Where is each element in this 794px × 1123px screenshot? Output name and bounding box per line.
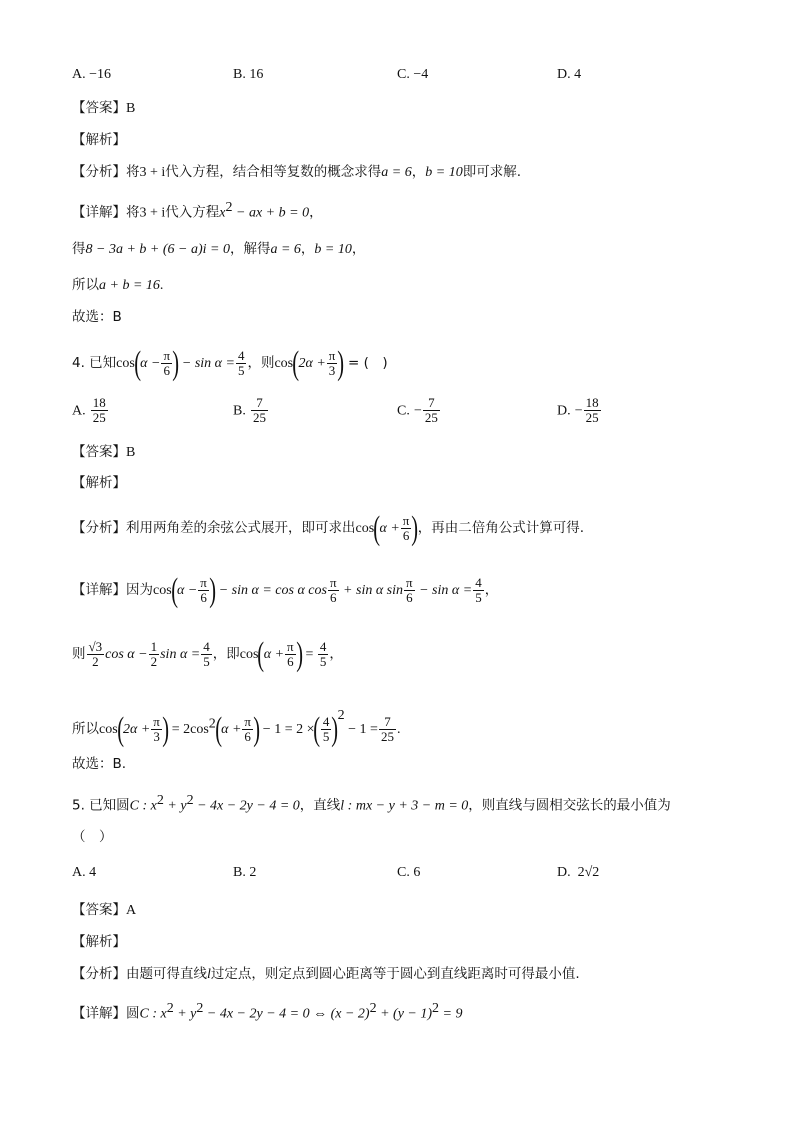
text: 将 (126, 204, 140, 221)
text: 利用两角差的余弦公式展开，即可求出 (126, 520, 356, 536)
denominator: 3 (153, 729, 160, 744)
math: b = 10 (425, 165, 463, 180)
text: 则 (72, 646, 86, 662)
math: x (219, 205, 226, 221)
fraction (87, 640, 105, 670)
text: 因为 (126, 582, 153, 598)
math: 2 (225, 200, 233, 215)
q3-analysis-tag: 【解析】 (72, 132, 126, 148)
denominator: 25 (585, 410, 599, 426)
denominator: 25 (424, 410, 438, 426)
text: = ( ) (343, 355, 388, 371)
right-paren: ) (337, 344, 345, 382)
numerator: 7 (379, 715, 396, 730)
denominator: 6 (163, 363, 170, 378)
math: − sin α = (415, 583, 473, 598)
math: − 4x − 2y − 4 = 0 ⇔ (x − 2) (203, 1006, 370, 1022)
q4-option-a (72, 396, 109, 426)
text: ， (411, 164, 426, 180)
math: = 2cos (168, 722, 209, 737)
fraction (584, 396, 601, 426)
q3-option-d: D. 4 (557, 67, 582, 82)
math: 3 + i (139, 205, 166, 221)
option-label: B. (233, 403, 246, 419)
fraction (149, 640, 160, 670)
numerator: 4 (475, 574, 482, 590)
fraction (201, 640, 212, 670)
numerator: 4 (237, 347, 245, 363)
numerator: 1 (150, 638, 158, 654)
fraction (251, 396, 268, 426)
numerator: π (200, 574, 207, 590)
math: 2α + (123, 722, 151, 737)
math: 2 (208, 716, 216, 732)
numerator: 4 (203, 638, 210, 654)
option-label: C. (397, 403, 410, 419)
q5-stem (72, 792, 671, 815)
denominator: 5 (475, 590, 482, 605)
fraction (285, 640, 296, 670)
denominator: 5 (322, 729, 330, 744)
text: 所以 (72, 277, 99, 293)
text: 将 (126, 164, 140, 180)
math: + y (163, 798, 187, 814)
left-paren: ( (134, 344, 141, 382)
left-paren: ( (313, 710, 321, 748)
math: + y (173, 1006, 197, 1022)
xiangjie-tag: 【详解】 (72, 204, 126, 221)
right-paren: ) (411, 509, 419, 547)
numerator: π (328, 347, 336, 363)
denominator: 6 (244, 729, 251, 744)
q5-paren: （ ） (72, 829, 113, 845)
text: ，直线 (299, 797, 341, 814)
fraction (379, 715, 396, 745)
answer-value: B (126, 101, 136, 116)
text: ， (309, 204, 323, 221)
fraction (161, 349, 172, 379)
math: 3 + i (139, 165, 166, 180)
right-paren: ) (253, 710, 261, 748)
right-paren: ) (295, 635, 303, 673)
denominator: 6 (200, 590, 207, 605)
q3-fenxi (72, 163, 521, 182)
fraction (423, 396, 440, 426)
q4-fenxi (72, 508, 584, 549)
math: cos (116, 356, 135, 371)
math: − 4x − 2y − 4 = 0 (193, 798, 300, 814)
text: . (159, 278, 164, 293)
q5-option-b: B. 2 (233, 865, 257, 880)
answer-value: B (126, 445, 136, 460)
q5-analysis-tag: 【解析】 (72, 934, 126, 950)
math: a + b = 16 (99, 278, 160, 293)
denominator: 6 (406, 590, 413, 605)
q5-fenxi (72, 965, 580, 984)
q5-answer (72, 901, 136, 920)
q3-option-a: A. −16 (72, 67, 112, 82)
text: 由题可得直线 (126, 966, 207, 982)
text: ， (484, 582, 499, 598)
denominator: 2 (150, 654, 158, 669)
left-paren: ( (257, 635, 265, 673)
math: 2 (432, 1001, 440, 1016)
q3-answer (72, 99, 135, 118)
q3-choose: 故选：B (72, 309, 122, 325)
math: − 1 = (344, 722, 378, 737)
text: ，则直线与圆相交弦长的最小值为 (468, 797, 671, 814)
text: 得 (72, 241, 86, 257)
q4-answer (72, 443, 135, 462)
left-paren: ( (292, 344, 300, 382)
math: + sin α sin (339, 583, 404, 598)
option-label: A. (72, 403, 86, 419)
math: 2 (166, 1001, 174, 1016)
math: α − (177, 583, 198, 598)
xiangjie-tag: 【详解】 (72, 1005, 126, 1022)
numerator: π (329, 574, 337, 590)
answer-tag: 【答案】 (72, 902, 126, 918)
q4-option-b (233, 396, 269, 426)
q5-xiangjie (72, 1000, 462, 1023)
math: 8 − 3a + b + (6 − a)i = 0 (85, 242, 230, 257)
sign: − (413, 403, 422, 419)
denominator: 25 (252, 410, 266, 426)
numerator: π (153, 713, 160, 729)
fraction (151, 715, 162, 745)
text: 代入方程 (165, 204, 220, 221)
text: ， (329, 646, 343, 662)
math: α + (221, 722, 242, 737)
option-label: D. (557, 403, 571, 419)
math: a = 6 (381, 165, 412, 180)
math: sin α = (160, 647, 201, 662)
option-value: 2√2 (577, 865, 600, 880)
math: 2 (369, 1001, 377, 1016)
text: 所以 (72, 721, 99, 737)
math: l : mx − y + 3 − m = 0 (340, 798, 469, 814)
numerator: 7 (423, 396, 440, 411)
math: cos (274, 356, 294, 371)
math: cos (99, 722, 118, 737)
text: 即可求解. (462, 164, 521, 180)
fraction (404, 576, 415, 606)
answer-value: A (126, 903, 137, 918)
denominator: 2 (92, 654, 99, 669)
numerator: π (406, 574, 413, 590)
right-paren: ) (209, 571, 216, 609)
q3-line3 (72, 276, 163, 295)
numerator: π (163, 347, 171, 363)
math: − sin α = cos α cos (215, 583, 327, 598)
q4-stem (72, 343, 388, 384)
answer-tag: 【答案】 (72, 100, 126, 116)
fraction (242, 715, 253, 745)
fenxi-tag: 【分析】 (72, 966, 126, 982)
right-paren: ) (331, 710, 339, 748)
numerator: π (244, 713, 251, 729)
q4-line3 (72, 696, 400, 750)
text: ，则 (247, 355, 275, 371)
math: C : x (139, 1006, 167, 1022)
text: 过定点，则定点到圆心距离等于圆心到直线距离时可得最小值. (210, 966, 580, 982)
q3-xiangjie (72, 199, 323, 222)
math: cos α − (105, 647, 148, 662)
q4-analysis-tag: 【解析】 (72, 475, 126, 491)
fenxi-tag: 【分析】 (72, 520, 126, 536)
fraction (401, 514, 412, 544)
fenxi-tag: 【分析】 (72, 164, 126, 180)
math: cos (239, 647, 259, 662)
denominator: 5 (203, 654, 210, 669)
fraction (236, 349, 247, 379)
math: b = 10 (314, 242, 352, 257)
option-label: D. (557, 865, 571, 880)
math: − 1 = 2 × (259, 722, 315, 737)
q4-option-d (557, 396, 602, 426)
fraction (473, 576, 484, 606)
fraction (91, 396, 108, 426)
xiangjie-tag: 【详解】 (72, 582, 126, 598)
text: . (396, 722, 401, 737)
numerator: √3 (88, 638, 103, 654)
math: − ax + b = 0 (232, 205, 310, 221)
math: + (y − 1) (376, 1006, 433, 1022)
numerator: 4 (322, 713, 330, 729)
math: 2α + (298, 356, 326, 371)
left-paren: ( (373, 509, 381, 547)
q3-line2 (72, 240, 365, 259)
q3-option-c: C. −4 (397, 67, 429, 82)
q5-option-a: A. 4 (72, 865, 97, 880)
numerator: 4 (319, 638, 327, 654)
math: − sin α = (178, 356, 235, 371)
math: cos (355, 521, 375, 536)
denominator: 5 (237, 363, 245, 378)
fraction (328, 576, 339, 606)
answer-tag: 【答案】 (72, 444, 126, 460)
question-number: 5. 已知圆 (72, 797, 130, 814)
text: 圆 (126, 1005, 140, 1022)
q5-option-c: C. 6 (397, 865, 421, 880)
math: α − (140, 356, 161, 371)
q5-option-d (557, 865, 599, 881)
denominator: 25 (92, 410, 106, 426)
math: α + (379, 521, 400, 536)
q4-option-c (397, 396, 441, 426)
denominator: 25 (380, 729, 394, 744)
numerator: 7 (251, 396, 268, 411)
math: a = 6 (270, 242, 301, 257)
fraction (198, 576, 209, 606)
q4-choose: 故选：B. (72, 756, 127, 772)
denominator: 6 (402, 528, 410, 543)
math: 2 (337, 708, 345, 723)
numerator: 18 (585, 395, 599, 410)
right-paren: ) (172, 344, 180, 382)
math: cos (153, 583, 172, 598)
math: α + (263, 647, 285, 662)
text: ，解得 (229, 241, 271, 257)
math: 2 (196, 1001, 204, 1016)
fraction (321, 715, 332, 745)
math: 2 (156, 793, 164, 808)
text: ，再由二倍角公式计算可得. (417, 520, 584, 536)
right-paren: ) (162, 710, 169, 748)
fraction (327, 349, 338, 379)
numerator: π (402, 512, 410, 528)
text: ， (300, 241, 315, 257)
denominator: 5 (319, 654, 327, 669)
denominator: 3 (328, 363, 336, 378)
math: l (207, 967, 211, 982)
left-paren: ( (170, 571, 178, 609)
math: = 9 (439, 1006, 463, 1022)
q3-option-b: B. 16 (233, 67, 264, 82)
q4-xiangjie (72, 570, 498, 611)
numerator: π (287, 638, 294, 654)
left-paren: ( (215, 710, 222, 748)
text: ， (351, 241, 366, 257)
denominator: 6 (330, 590, 337, 605)
text: 代入方程，结合相等复数的概念求得 (165, 164, 382, 180)
left-paren: ( (116, 710, 124, 748)
math: C : x (129, 798, 157, 814)
sign: − (574, 403, 583, 419)
math: 2 (186, 793, 194, 808)
question-number: 4. 已知 (72, 355, 117, 371)
q4-line2: 则 $\frac{√3}{2}$ cos α − $\frac{1}{2}$ sin α = $\frac{4}{5}$ ，即cos(α + $\frac{\pi}{6}$ ) = $\frac{4}{5}$ ， (72, 635, 343, 673)
denominator: 6 (287, 654, 294, 669)
numerator: 18 (92, 395, 106, 410)
text: ，即 (212, 646, 240, 662)
fraction (318, 640, 329, 670)
